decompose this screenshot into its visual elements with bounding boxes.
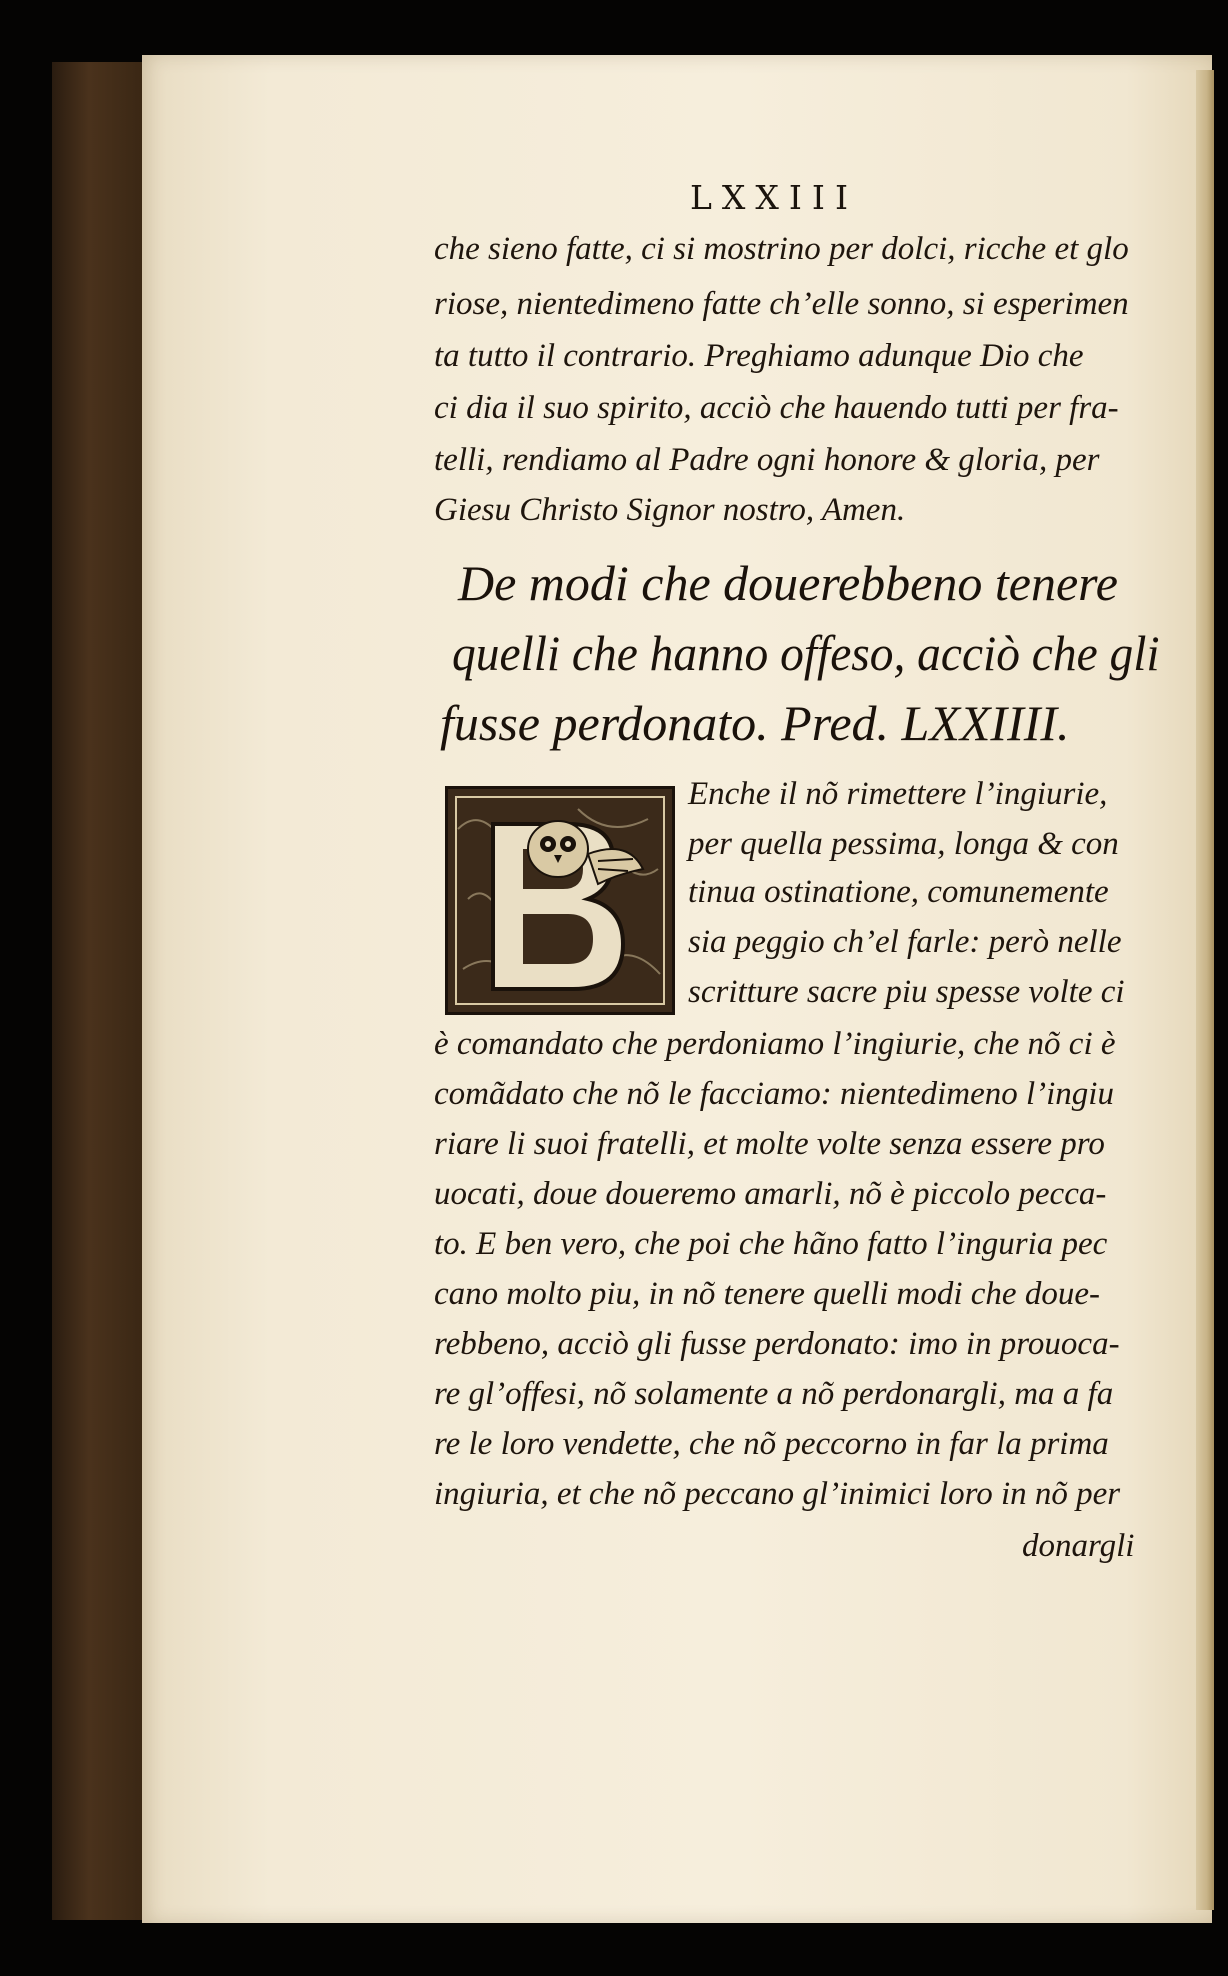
text-line: che sieno fatte, ci si mostrino per dolci, ricche et glo [434,231,1129,267]
text-line: tinua ostinatione, comunemente [688,874,1109,910]
text-line: ci dia il suo spirito, acciò che hauendo tutti per fra- [434,390,1119,426]
owl-initial-illustration [448,789,672,1012]
title-line: De modi che douerebbeno tenere [458,555,1118,611]
text-line: Enche il nõ rimettere l’ingiurie, [688,776,1108,812]
title-line: quelli che hanno offeso, acciò che gli [452,625,1160,681]
text-line: uocati, doue doueremo amarli, nõ è piccolo pecca- [434,1176,1107,1212]
text-line: cano molto piu, in nõ tenere quelli modi che doue- [434,1276,1100,1312]
book-board [52,62,144,1920]
text-line: rebbeno, acciò gli fusse perdonato: imo in prouoca- [434,1326,1120,1362]
decorated-initial-letter [445,786,675,1015]
page-edge [1196,70,1214,1910]
text-line: comãdato che nõ le facciamo: nientedimeno l’ingiu [434,1076,1114,1112]
catchword: donargli [1022,1528,1135,1564]
title-line: fusse perdonato. Pred. LXXIIII. [440,695,1070,751]
text-line: telli, rendiamo al Padre ogni honore & gloria, per [434,442,1100,478]
text-line: ingiuria, et che nõ peccano gl’inimici loro in nõ per [434,1476,1121,1512]
text-line: è comandato che perdoniamo l’ingiurie, che nõ ci è [434,1026,1116,1062]
running-head: LXXIII [690,178,859,217]
text-line: scritture sacre piu spesse volte ci [688,974,1125,1010]
text-line: riare li suoi fratelli, et molte volte senza essere pro [434,1126,1105,1162]
text-line: ta tutto il contrario. Preghiamo adunque Dio che [434,338,1084,374]
text-line: sia peggio ch’el farle: però nelle [688,924,1122,960]
text-line: riose, nientedimeno fatte ch’elle sonno, si esperimen [434,286,1129,322]
text-line: re le loro vendette, che nõ peccorno in far la prima [434,1426,1109,1462]
text-line: re gl’offesi, nõ solamente a nõ perdonargli, ma a fa [434,1376,1114,1412]
text-line: to. E ben vero, che poi che hãno fatto l’inguria pec [434,1226,1108,1262]
text-line: Giesu Christo Signor nostro, Amen. [434,492,906,528]
text-line: per quella pessima, longa & con [688,826,1119,862]
